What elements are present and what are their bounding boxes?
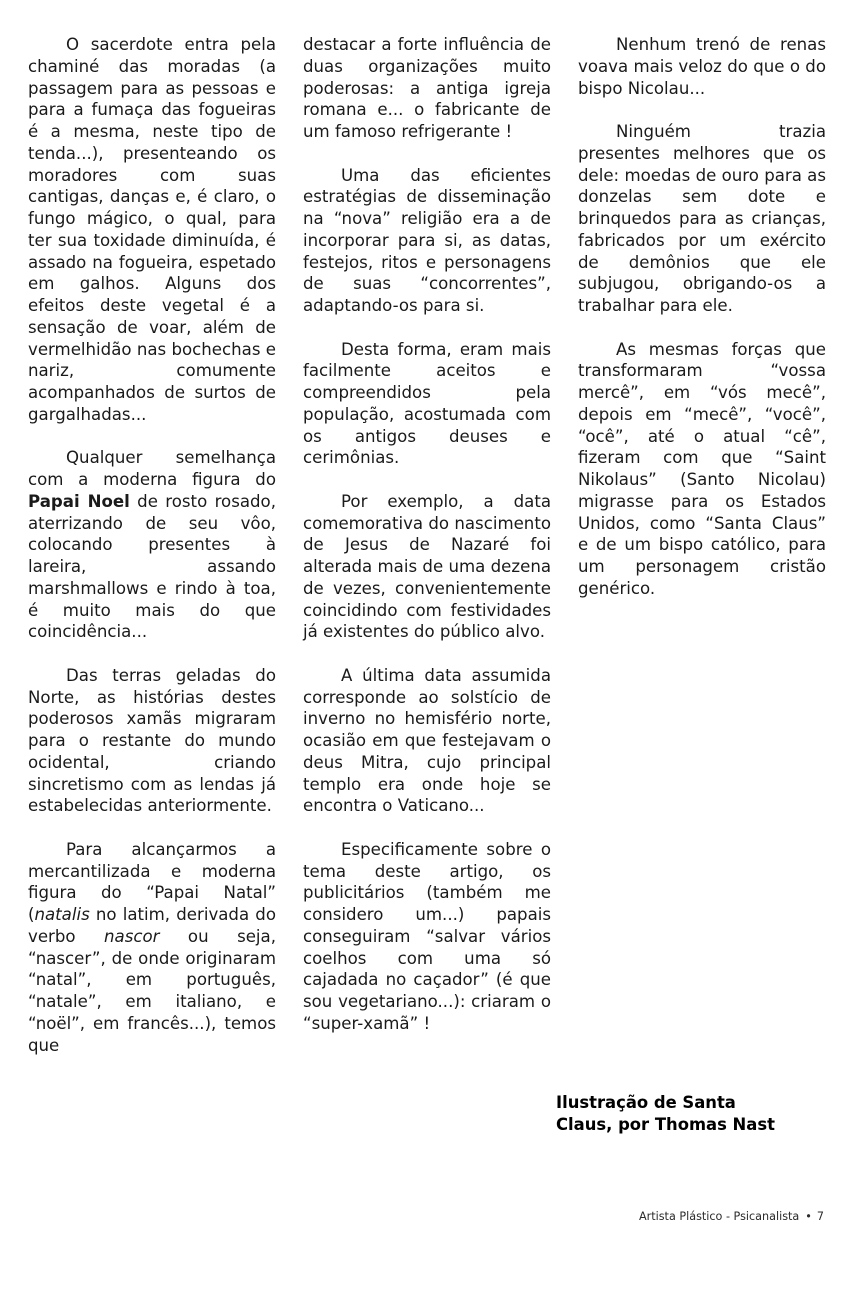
paragraph: A última data assumida corresponde ao solstício de inverno no hemisfério norte, ocasião em que festejavam o deus Mitra, cujo principal templo era onde hoje se encontra o Vaticano...	[303, 665, 551, 816]
caption-line-2: Claus, por Thomas Nast	[556, 1115, 775, 1134]
paragraph: Desta forma, eram mais facilmente aceitos e compreendidos pela população, acostumada com os antigos deuses e cerimônias.	[303, 339, 551, 468]
paragraph: Especificamente sobre o tema deste artigo, os publicitários (também me considero um...) papais conseguiram “salvar vários coelhos com uma só cajadada no caçador” (é que sou vegetariano...): criaram o “super-xamã” !	[303, 839, 551, 1033]
page-number: 7	[816, 1210, 824, 1223]
paragraph: O sacerdote entra pela chaminé das moradas (a passagem para as pessoas e para a fumaça das fogueiras é a mesma, neste tipo de tenda...), presenteando os moradores com suas cantigas, danças e, é claro, o fungo mágico, o qual, para ter sua toxidade diminuída, é assado na fogueira, espetado em galhos. Alguns dos efeitos deste vegetal é a sensação de voar, além de vermelhidão nas bochechas e nariz, comumente acompanhados de surtos de gargalhadas...	[28, 35, 276, 424]
text-column-3	[578, 34, 826, 600]
paragraph-text-segment: Para alcançarmos a mercantilizada e moderna figura do “Papai Natal” (	[28, 839, 276, 924]
paragraph: Nenhum trenó de renas voava mais veloz do que o do bispo Nicolau...	[578, 35, 826, 98]
paragraph-text-segment: ou seja, “nascer”, de onde originaram “natal”, em português, “natale”, em italiano, e “noël”, em francês...), temos que	[28, 926, 276, 1055]
figure-caption	[556, 1092, 818, 1136]
paragraph: As mesmas forças que transformaram “vossa mercê”, em “vós mecê”, depois em “mecê”, “você”, “ocê”, até o atual “cê”, fizeram com que “Saint Nikolaus” (Santo Nicolau) migrasse para os Estados Unidos, como “Santa Claus” e de um bispo católico, para um personagem cristão genérico.	[578, 339, 826, 598]
paragraph: Por exemplo, a data comemorativa do nascimento de Jesus de Nazaré foi alterada mais de uma dezena de vezes, convenientemente coincidindo com festividades já existentes do público alvo.	[303, 491, 551, 642]
caption-line-1: Ilustração de Santa	[556, 1093, 736, 1112]
text-column-2	[303, 34, 551, 1035]
footer-credit: Artista Plástico - Psicanalista	[638, 1210, 800, 1223]
paragraph	[28, 839, 276, 1057]
paragraph-text-segment: Qualquer semelhança com a moderna figura do	[28, 448, 276, 489]
paragraph	[28, 447, 276, 643]
italic-term-natalis: natalis	[34, 905, 90, 924]
italic-term-nascor: nascor	[104, 926, 160, 946]
bold-term-papai-noel: Papai Noel	[28, 491, 130, 511]
text-column-1	[28, 34, 276, 1056]
paragraph: Uma das eficientes estratégias de disseminação na “nova” religião era a de incorporar para si, as datas, festejos, ritos e personagens de suas “concorrentes”, adaptando-os para si.	[303, 165, 551, 315]
article-body	[28, 34, 824, 1174]
paragraph: destacar a forte influência de duas organizações muito poderosas: a antiga igreja romana e... o fabricante de um famoso refrigerante !	[303, 35, 551, 141]
page-footer	[639, 1210, 824, 1224]
paragraph: Ninguém trazia presentes melhores que os dele: moedas de ouro para as donzelas sem dote e brinquedos para as crianças, fabricados por um exército de demônios que ele subjugou, obrigando-os a trabalhar para ele.	[578, 122, 826, 315]
paragraph-text-segment: de rosto rosado, aterrizando de seu vôo, colocando presentes à lareira, assando marshmallows e rindo à toa, é muito mais do que coincidência...	[28, 491, 276, 642]
bullet-separator-icon: •	[805, 1210, 812, 1223]
paragraph-text-segment: no latim, derivada do verbo	[28, 905, 276, 946]
paragraph: Das terras geladas do Norte, as histórias destes poderosos xamãs migraram para o restante do mundo ocidental, criando sincretismo com as lendas já estabelecidas anteriormente.	[28, 665, 276, 816]
